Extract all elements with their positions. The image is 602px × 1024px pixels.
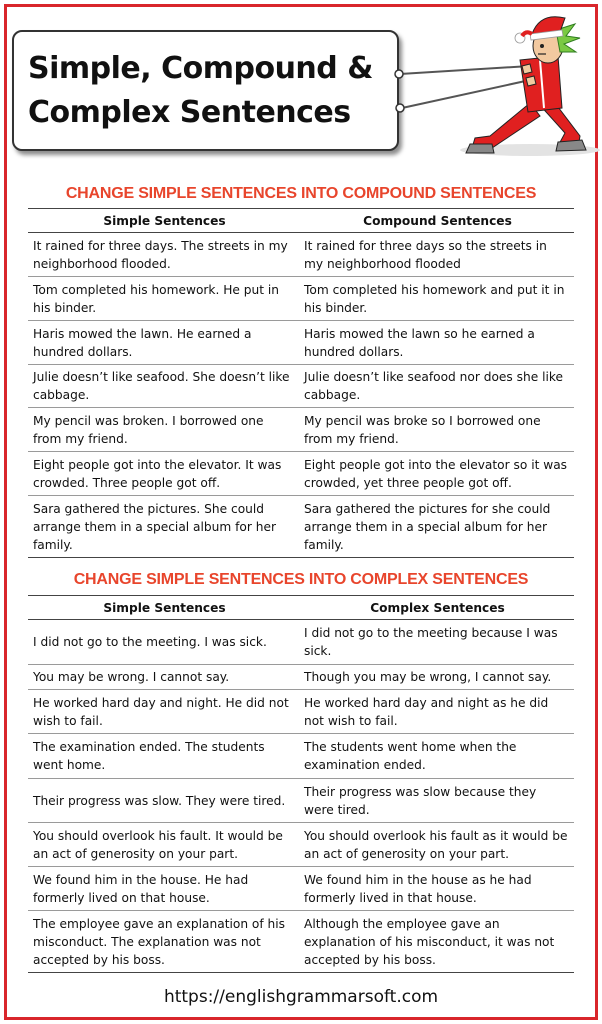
table-row xyxy=(28,452,574,496)
table-row xyxy=(28,496,574,558)
compound-sentence: Sara gathered the pictures for she could arrange them in a special album for her family. xyxy=(301,496,574,558)
simple-sentence: I did not go to the meeting. I was sick. xyxy=(28,620,301,665)
simple-sentence: Their progress was slow. They were tired. xyxy=(28,779,301,823)
simple-sentence: The employee gave an explanation of his misconduct. The explanation was not accepted by his boss. xyxy=(28,911,301,973)
complex-sentence: Although the employee gave an explanation of his misconduct, it was not accepted by his boss. xyxy=(301,911,574,973)
complex-sentence: I did not go to the meeting because I was sick. xyxy=(301,620,574,665)
simple-sentence: He worked hard day and night. He did not wish to fail. xyxy=(28,690,301,734)
complex-sentence: He worked hard day and night as he did not wish to fail. xyxy=(301,690,574,734)
simple-sentence: My pencil was broken. I borrowed one from my friend. xyxy=(28,408,301,452)
table-row xyxy=(28,620,574,665)
table-row xyxy=(28,867,574,911)
table-row xyxy=(28,911,574,973)
table-row xyxy=(28,408,574,452)
complex-table xyxy=(28,595,574,973)
complex-header-row xyxy=(28,596,574,620)
table-row xyxy=(28,734,574,779)
simple-sentence: You should overlook his fault. It would be an act of generosity on your part. xyxy=(28,823,301,867)
footer-url[interactable]: https://englishgrammarsoft.com xyxy=(163,987,439,1007)
table-row xyxy=(28,823,574,867)
simple-sentence: Tom completed his homework. He put in his binder. xyxy=(28,277,301,321)
simple-sentence: Eight people got into the elevator. It was crowded. Three people got off. xyxy=(28,452,301,496)
simple-sentence: Sara gathered the pictures. She could arrange them in a special album for her family. xyxy=(28,496,301,558)
table-row xyxy=(28,365,574,408)
simple-sentence: We found him in the house. He had formerly lived on that house. xyxy=(28,867,301,911)
page-title-line-1: Simple, Compound & xyxy=(28,50,373,86)
title-box xyxy=(12,30,399,151)
complex-sentence: Their progress was slow because they were tired. xyxy=(301,779,574,823)
compound-sentence: My pencil was broke so I borrowed one from my friend. xyxy=(301,408,574,452)
page-title-line-2: Complex Sentences xyxy=(28,94,351,130)
table-row xyxy=(28,277,574,321)
compound-col-simple-header: Simple Sentences xyxy=(28,209,301,233)
mascot-illustration xyxy=(380,8,600,158)
simple-sentence: The examination ended. The students went home. xyxy=(28,734,301,779)
complex-sentence: We found him in the house as he had formerly lived in that house. xyxy=(301,867,574,911)
simple-sentence: It rained for three days. The streets in my neighborhood flooded. xyxy=(28,233,301,277)
table-row xyxy=(28,665,574,690)
complex-col-complex-header: Complex Sentences xyxy=(301,596,574,620)
complex-sentence: You should overlook his fault as it would be an act of generosity on your part. xyxy=(301,823,574,867)
complex-section-title: CHANGE SIMPLE SENTENCES INTO COMPLEX SENTENCES xyxy=(73,571,529,588)
compound-section-title: CHANGE SIMPLE SENTENCES INTO COMPOUND SENTENCES xyxy=(65,185,537,202)
compound-header-row xyxy=(28,209,574,233)
compound-sentence: Haris mowed the lawn so he earned a hundred dollars. xyxy=(301,321,574,365)
compound-col-compound-header: Compound Sentences xyxy=(301,209,574,233)
compound-sentence: It rained for three days so the streets in my neighborhood flooded xyxy=(301,233,574,277)
table-row xyxy=(28,321,574,365)
complex-sentence: Though you may be wrong, I cannot say. xyxy=(301,665,574,690)
simple-sentence: You may be wrong. I cannot say. xyxy=(28,665,301,690)
simple-sentence: Haris mowed the lawn. He earned a hundred dollars. xyxy=(28,321,301,365)
compound-sentence: Eight people got into the elevator so it was crowded, yet three people got off. xyxy=(301,452,574,496)
table-row xyxy=(28,779,574,823)
complex-sentence: The students went home when the examination ended. xyxy=(301,734,574,779)
complex-col-simple-header: Simple Sentences xyxy=(28,596,301,620)
table-row xyxy=(28,690,574,734)
compound-table xyxy=(28,208,574,558)
table-row xyxy=(28,233,574,277)
compound-sentence: Julie doesn’t like seafood nor does she like cabbage. xyxy=(301,365,574,408)
simple-sentence: Julie doesn’t like seafood. She doesn’t like cabbage. xyxy=(28,365,301,408)
compound-sentence: Tom completed his homework and put it in his binder. xyxy=(301,277,574,321)
